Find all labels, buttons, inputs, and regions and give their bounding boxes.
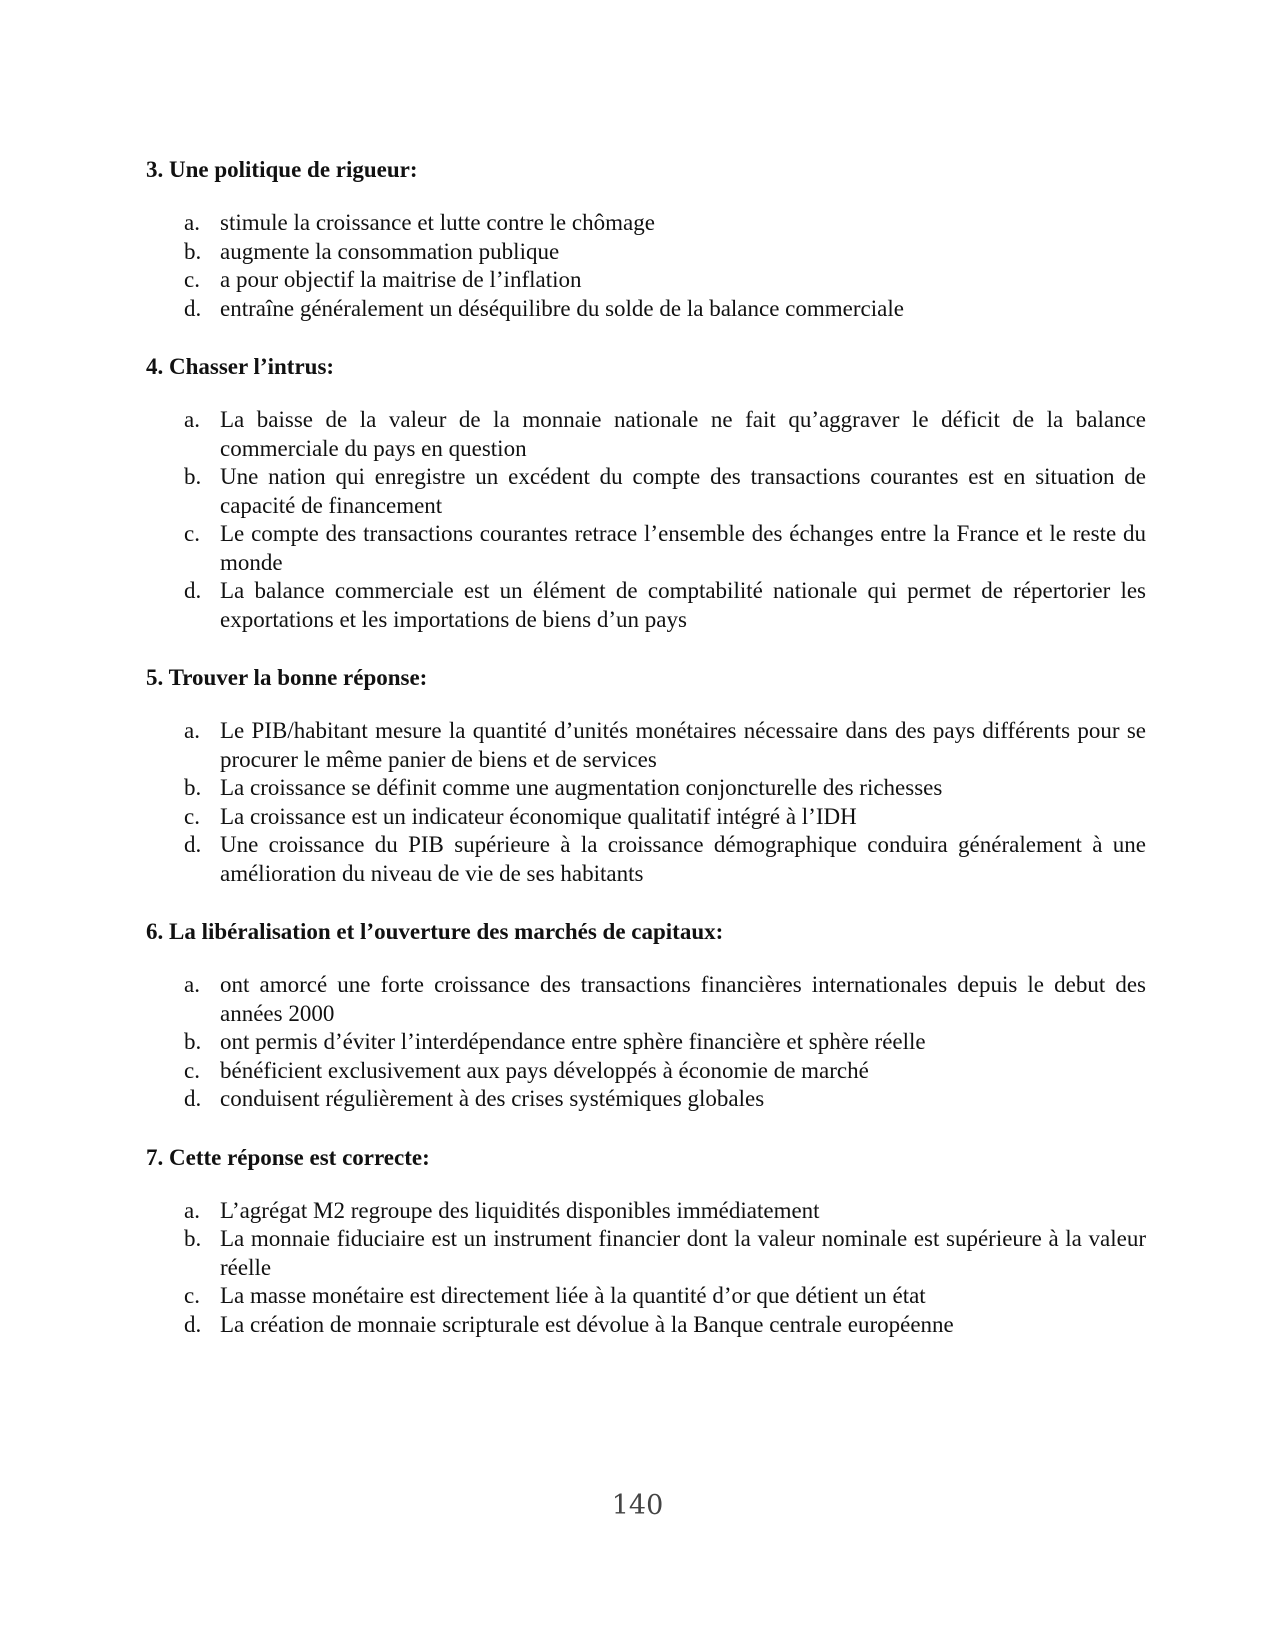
option-letter: b. (184, 775, 202, 800)
option-list (146, 717, 1146, 888)
question-3 (146, 156, 1146, 323)
option-item (146, 295, 1146, 324)
page-number: 140 (611, 1490, 664, 1521)
option-list (146, 971, 1146, 1114)
option-letter: d. (184, 578, 202, 603)
option-letter: a. (184, 972, 200, 997)
option-letter: d. (184, 295, 202, 321)
option-letter: b. (184, 464, 202, 489)
question-6 (146, 918, 1146, 1114)
question-list (146, 156, 1146, 1369)
option-text: augmente la consommation publique (220, 238, 560, 264)
option-item (146, 1057, 1146, 1086)
option-letter: a. (184, 718, 200, 743)
option-item (146, 577, 1146, 634)
option-text: La croissance se définit comme une augmentation conjoncturelle des richesses (220, 775, 943, 800)
question-title: 3. Une politique de rigueur: (146, 157, 418, 182)
option-text: entraîne généralement un déséquilibre du solde de la balance commerciale (220, 295, 904, 321)
option-item (146, 1311, 1146, 1340)
option-text: La création de monnaie scripturale est dévolue à la Banque centrale européenne (220, 1311, 954, 1337)
option-item (146, 1282, 1146, 1311)
option-item (146, 209, 1146, 238)
option-letter: d. (184, 1086, 202, 1111)
option-letter: a. (184, 210, 200, 235)
question-7 (146, 1144, 1146, 1340)
option-item (146, 803, 1146, 832)
option-text: La baisse de la valeur de la monnaie nationale ne fait qu’aggraver le déficit de la balance commerciale du pays en question (220, 407, 1146, 461)
option-text: a pour objectif la maitrise de l’inflation (220, 267, 582, 292)
option-text: La croissance est un indicateur économique qualitatif intégré à l’IDH (220, 803, 857, 829)
question-title: 4. Chasser l’intrus: (146, 354, 335, 379)
option-item (146, 717, 1146, 774)
option-text: La balance commerciale est un élément de comptabilité nationale qui permet de répertorier les exportations et les importations de biens d’un pays (220, 578, 1146, 632)
option-letter: a. (184, 1197, 200, 1223)
option-text: Une croissance du PIB supérieure à la croissance démographique conduira généralement à une amélioration du niveau de vie de ses habitants (220, 832, 1146, 886)
option-item (146, 406, 1146, 463)
option-item (146, 266, 1146, 295)
option-text: Le PIB/habitant mesure la quantité d’unités monétaires nécessaire dans des pays différents pour se procurer le même panier de biens et de services (220, 718, 1146, 772)
option-item (146, 831, 1146, 888)
question-title: 5. Trouver la bonne réponse: (146, 665, 428, 690)
question-title: 6. La libéralisation et l’ouverture des marchés de capitaux: (146, 919, 724, 944)
option-text: La monnaie fiduciaire est un instrument financier dont la valeur nominale est supérieure à la valeur réelle (220, 1226, 1146, 1280)
option-item (146, 1085, 1146, 1114)
option-letter: a. (184, 407, 200, 432)
option-text: L’agrégat M2 regroupe des liquidités disponibles immédiatement (220, 1197, 820, 1223)
option-letter: c. (184, 267, 200, 292)
option-letter: c. (184, 1283, 200, 1308)
option-item (146, 971, 1146, 1028)
option-item (146, 1028, 1146, 1057)
option-text: bénéficient exclusivement aux pays développés à économie de marché (220, 1057, 869, 1083)
option-item (146, 463, 1146, 520)
option-letter: b. (184, 1029, 202, 1054)
option-text: ont permis d’éviter l’interdépendance entre sphère financière et sphère réelle (220, 1029, 926, 1054)
question-4 (146, 353, 1146, 634)
option-letter: d. (184, 832, 202, 857)
question-title: 7. Cette réponse est correcte: (146, 1144, 430, 1170)
option-letter: d. (184, 1311, 202, 1337)
option-letter: c. (184, 521, 200, 546)
option-letter: b. (184, 238, 202, 264)
option-item (146, 1197, 1146, 1226)
option-text: ont amorcé une forte croissance des transactions financières internationales depuis le debut des années 2000 (220, 972, 1146, 1026)
question-5 (146, 664, 1146, 888)
option-letter: b. (184, 1226, 202, 1251)
option-text: stimule la croissance et lutte contre le chômage (220, 210, 655, 235)
option-item (146, 774, 1146, 803)
option-list (146, 209, 1146, 323)
option-letter: c. (184, 1057, 200, 1083)
option-text: Une nation qui enregistre un excédent du compte des transactions courantes est en situation de capacité de financement (220, 464, 1146, 518)
option-text: conduisent régulièrement à des crises systémiques globales (220, 1086, 765, 1111)
option-list (146, 1197, 1146, 1340)
option-item (146, 520, 1146, 577)
option-letter: c. (184, 803, 200, 829)
option-text: La masse monétaire est directement liée à la quantité d’or que détient un état (220, 1283, 926, 1308)
option-item (146, 238, 1146, 267)
option-item (146, 1225, 1146, 1282)
option-text: Le compte des transactions courantes retrace l’ensemble des échanges entre la France et le reste du monde (220, 521, 1146, 575)
option-list (146, 406, 1146, 634)
